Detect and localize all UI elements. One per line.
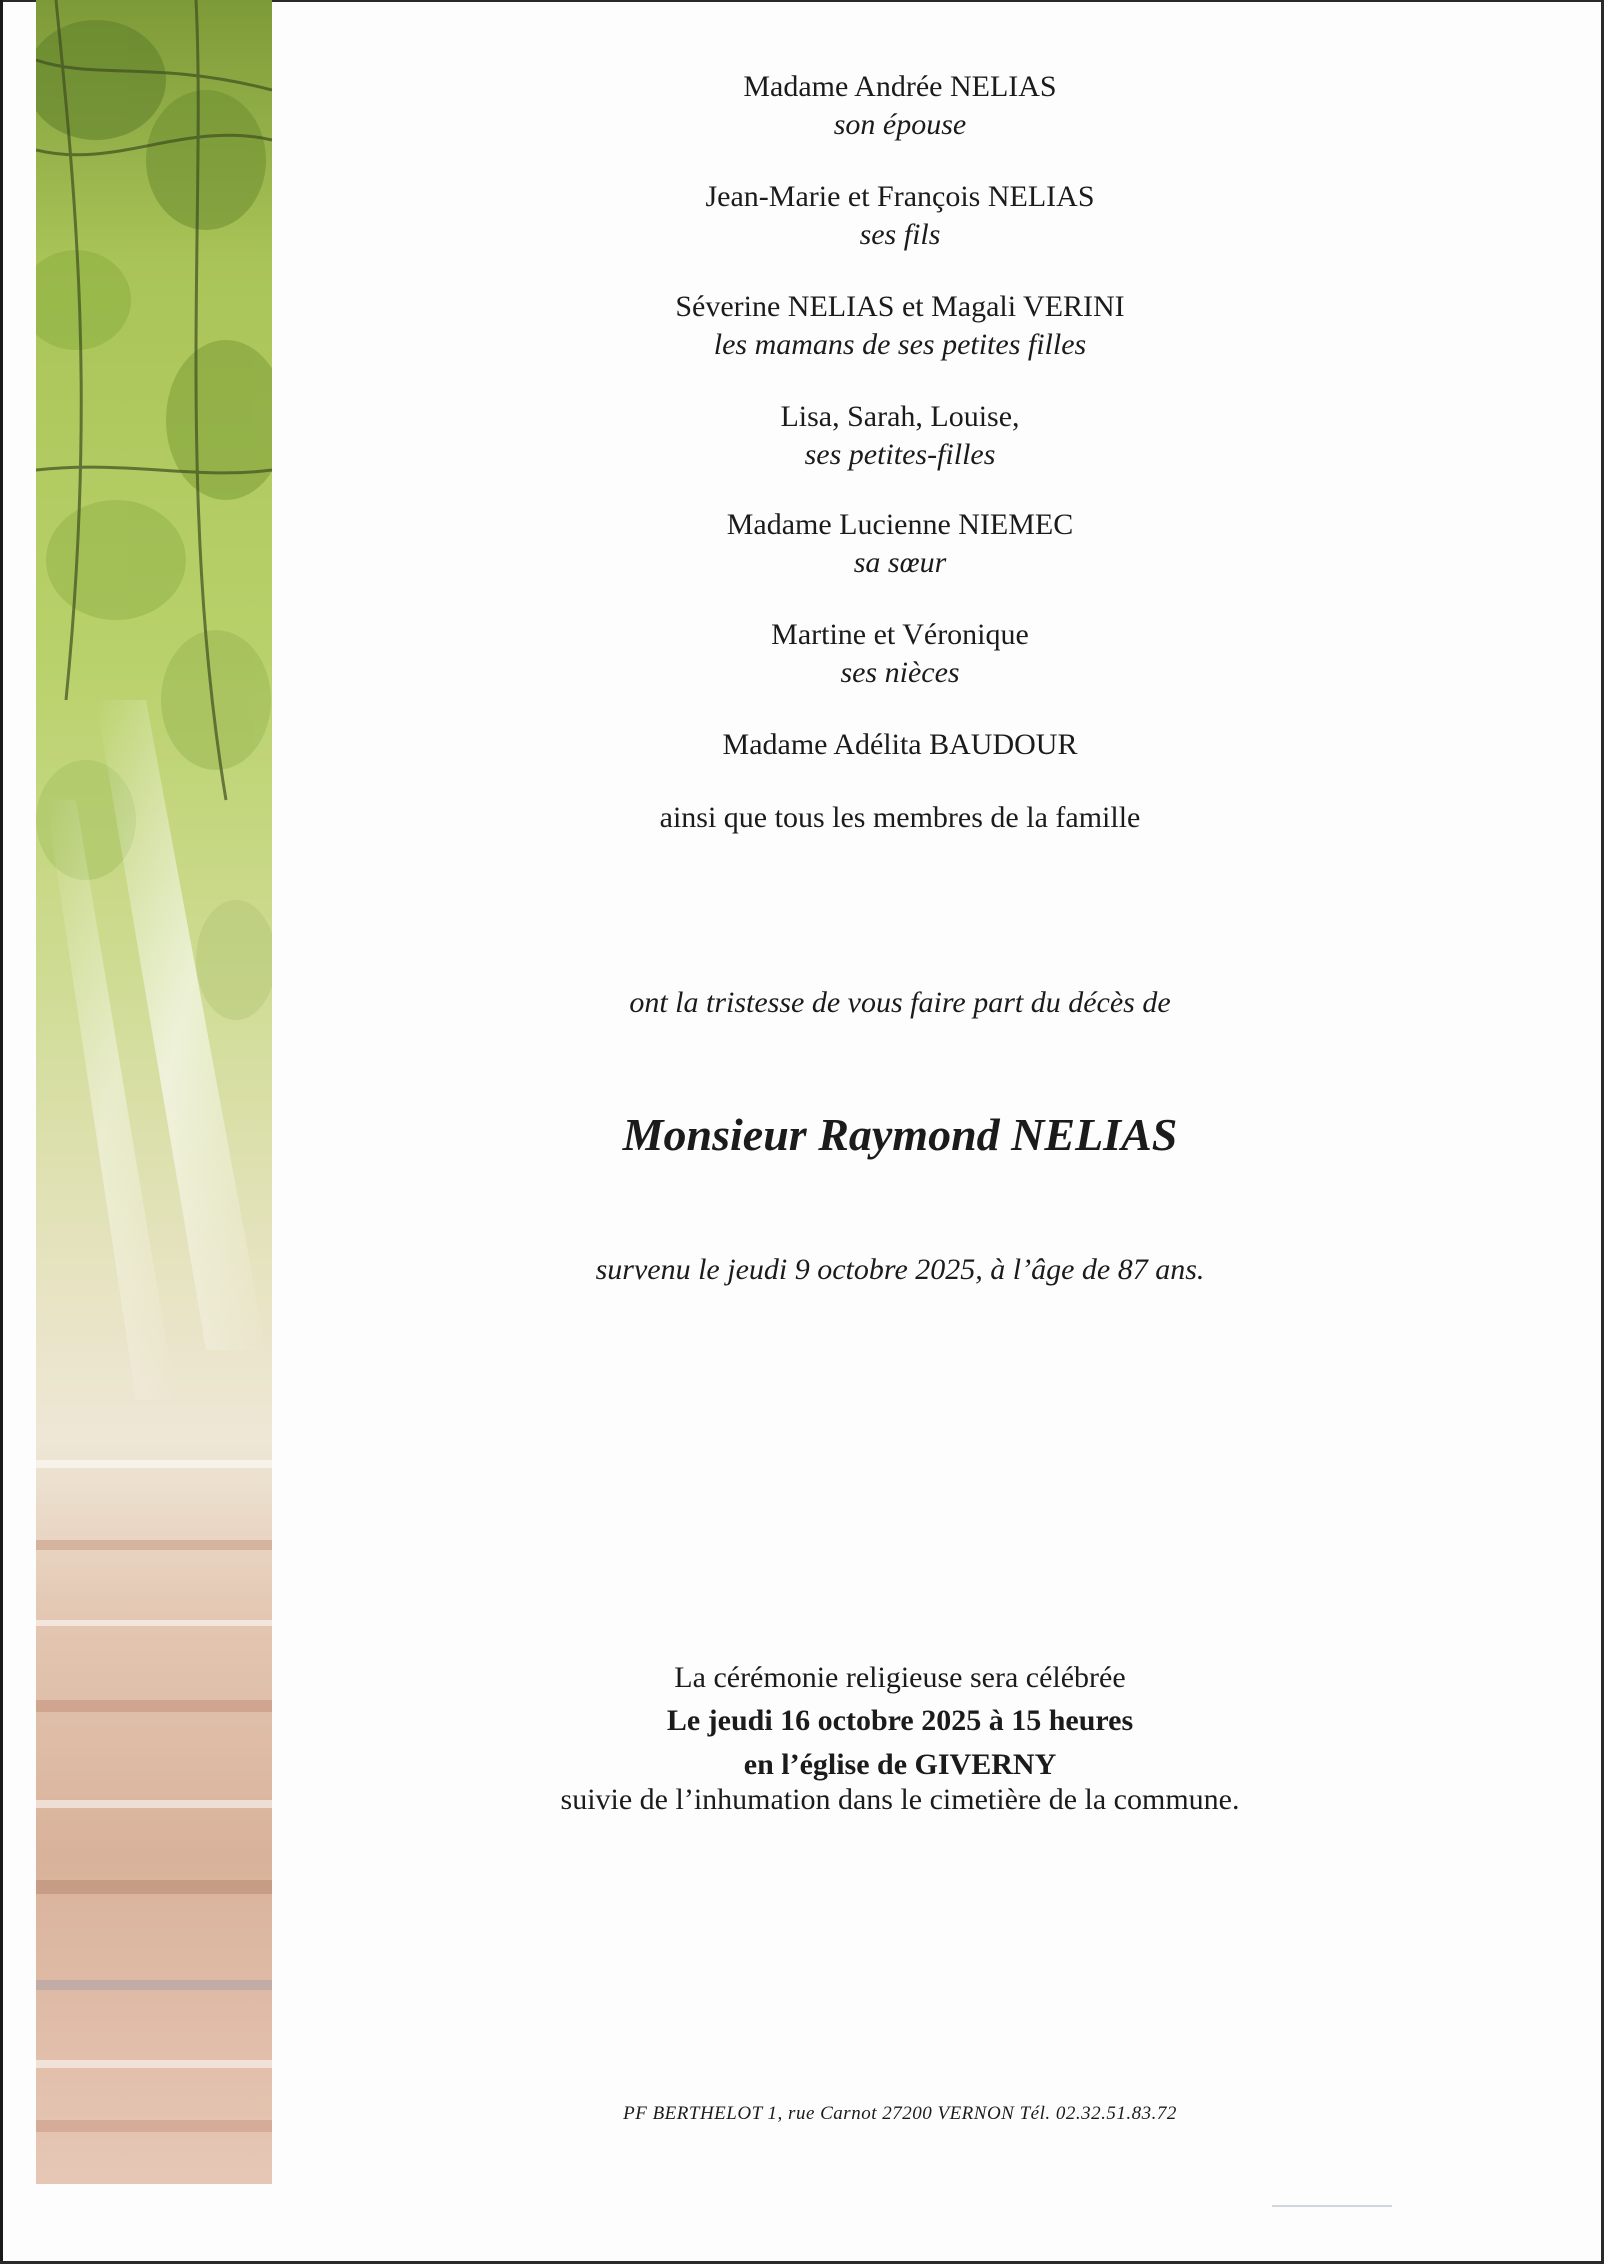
family-member-5 bbox=[300, 506, 1500, 582]
ceremony-line: La cérémonie religieuse sera célébrée bbox=[674, 1661, 1126, 1694]
family-member-7 bbox=[300, 726, 1500, 764]
family-name: Madame Adélita BAUDOUR bbox=[722, 728, 1078, 761]
family-member-2 bbox=[300, 178, 1500, 254]
ceremony-date: Le jeudi 16 octobre 2025 à 15 heures bbox=[666, 1704, 1134, 1737]
family-member-4 bbox=[300, 398, 1500, 474]
family-member-6 bbox=[300, 616, 1500, 692]
ceremony-place: en l’église de GIVERNY bbox=[743, 1748, 1057, 1781]
family-role: ses petites-filles bbox=[804, 438, 996, 471]
family-role: ses nièces bbox=[840, 656, 960, 689]
family-role: son épouse bbox=[833, 108, 967, 141]
death-info: survenu le jeudi 9 octobre 2025, à l’âge de 87 ans. bbox=[595, 1253, 1205, 1286]
deceased-name: Monsieur Raymond NELIAS bbox=[622, 1109, 1178, 1160]
family-name: Lisa, Sarah, Louise, bbox=[780, 400, 1020, 433]
announcement-text: ont la tristesse de vous faire part du décès de bbox=[629, 986, 1171, 1019]
funeral-home-footer: PF BERTHELOT 1, rue Carnot 27200 VERNON Tél. 02.32.51.83.72 bbox=[623, 2103, 1177, 2124]
forest-photo-strip bbox=[36, 0, 272, 2184]
family-name: Séverine NELIAS et Magali VERINI bbox=[675, 290, 1125, 323]
ceremony-burial: suivie de l’inhumation dans le cimetière de la commune. bbox=[560, 1783, 1240, 1816]
page-border-left bbox=[0, 0, 3, 2264]
family-name: Martine et Véronique bbox=[771, 618, 1029, 651]
family-member-1 bbox=[300, 68, 1500, 144]
family-others: ainsi que tous les membres de la famille bbox=[659, 801, 1141, 834]
scan-mark bbox=[1272, 2205, 1392, 2207]
family-role: ses fils bbox=[859, 218, 941, 251]
family-name: Jean-Marie et François NELIAS bbox=[705, 180, 1095, 213]
family-name: Madame Andrée NELIAS bbox=[743, 70, 1057, 103]
family-member-3 bbox=[300, 288, 1500, 364]
ceremony-block bbox=[300, 1657, 1500, 1821]
family-role: les mamans de ses petites filles bbox=[713, 328, 1087, 361]
family-name: Madame Lucienne NIEMEC bbox=[726, 508, 1074, 541]
family-role: sa sœur bbox=[853, 546, 947, 579]
